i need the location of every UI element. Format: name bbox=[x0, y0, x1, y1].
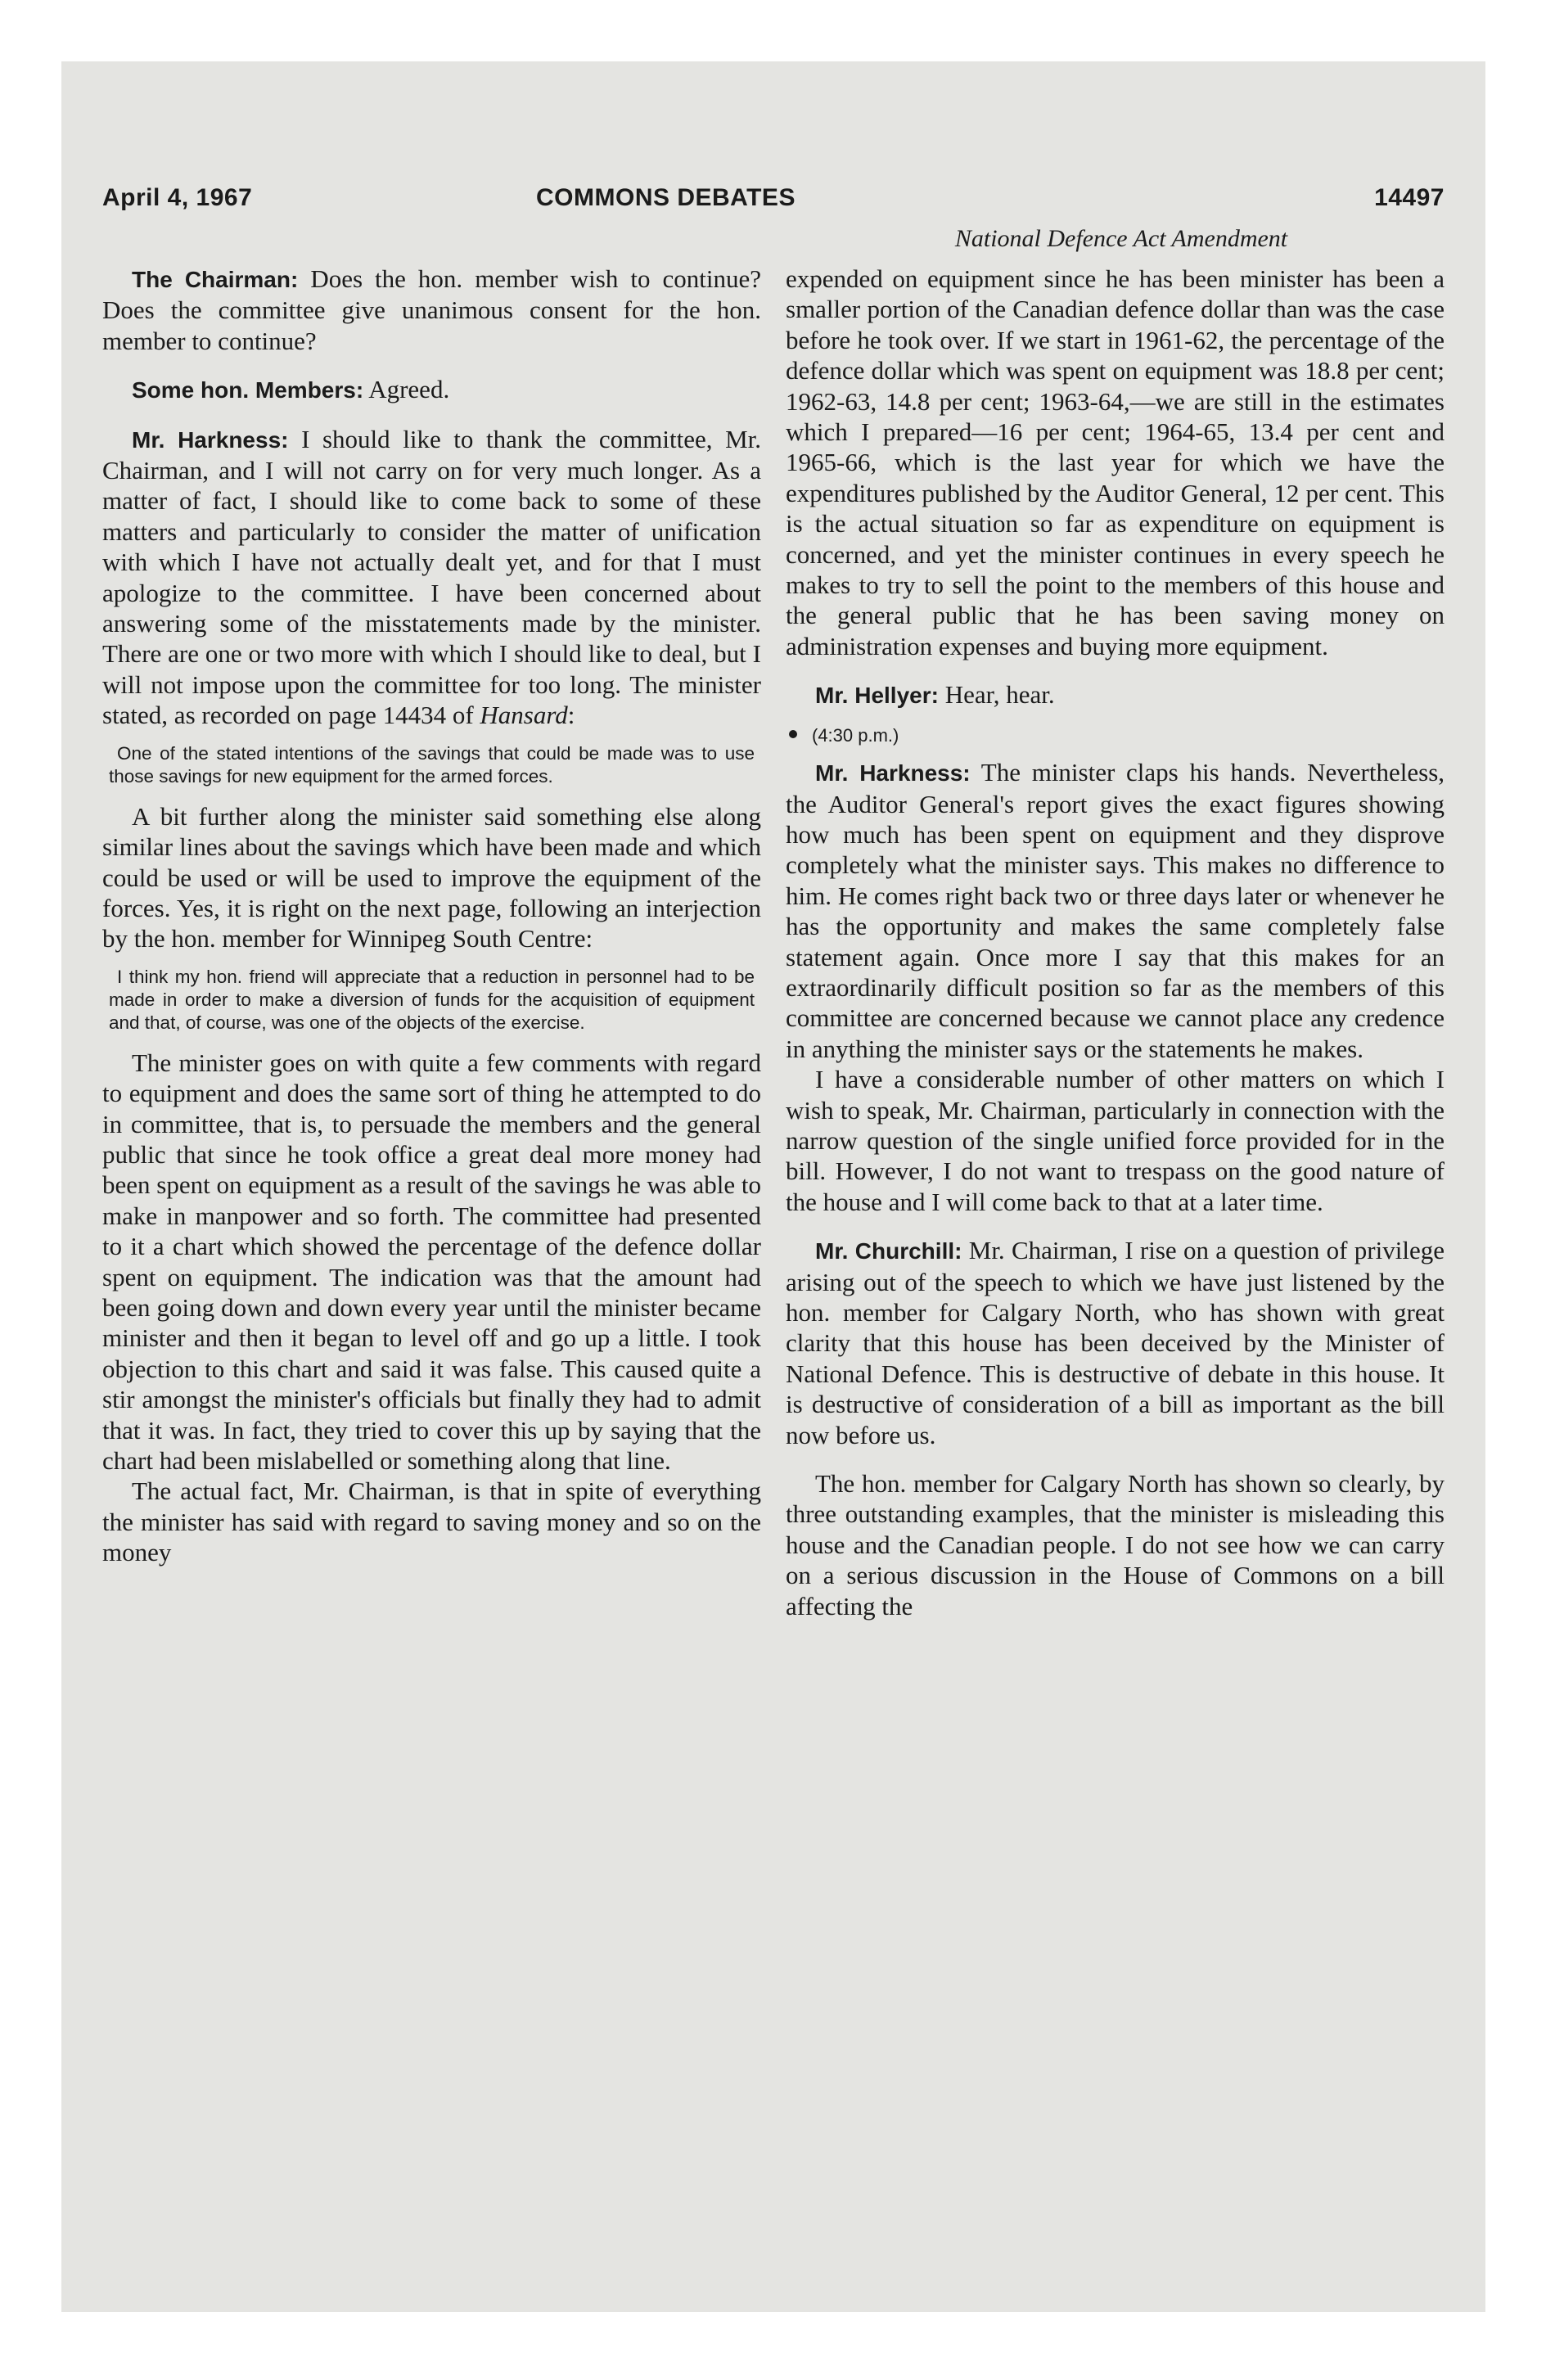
paragraph: expended on equipment since he has been minister has been a smaller portion of the Canadian defence dollar than was the case before he took over. If we start in 1961-62, the percentage of the defence dollar which was spent on equipment was 18.8 per cent; 1962-63, 14.8 per cent; 1963-64,—we are still in the estimates which I prepared—16 per cent; 1964-65, 13.4 per cent and 1965-66, which is the last year for which we have the expenditures published by the Auditor General, 12 per cent. This is the actual situation so far as expenditure on equipment is concerned, and yet the minister continues in every speech he makes to try to sell the point to the members of this house and the general public that he has been saving money on administration expenses and buying more equipment. bbox=[786, 264, 1445, 660]
paragraph bbox=[102, 424, 761, 731]
header-page-number: 14497 bbox=[1374, 184, 1445, 211]
paragraph bbox=[102, 374, 761, 405]
block-quote: One of the stated intentions of the savings that could be made was to use those savings for new equipment for the armed forces. bbox=[109, 742, 755, 787]
speaker-name: Some hon. Members: bbox=[132, 377, 364, 403]
speech-text: Agreed. bbox=[363, 375, 450, 404]
speech-text: Does the hon. member wish to continue? Does the committee give unanimous consent for the hon. member to continue? bbox=[102, 264, 761, 355]
bullet-icon bbox=[789, 730, 797, 738]
speaker-name: Mr. Churchill: bbox=[815, 1238, 962, 1264]
paragraph bbox=[786, 679, 1445, 710]
paragraph: The hon. member for Calgary North has shown so clearly, by three outstanding examples, that the minister is misleading this house and the Canadian people. I do not see how we can carry on a serious discussion in the House of Commons on a bill affecting the bbox=[786, 1469, 1445, 1620]
timestamp: (4:30 p.m.) bbox=[812, 724, 899, 746]
speech-text: Mr. Chairman, I rise on a question of privilege arising out of the speech to which we have just listened by the hon. member for Calgary North, who has shown with great clarity that this house has been deceived by the Minister of National Defence. This is destructive of debate in this house. It is destructive of consideration of a bill as important as the bill now before us. bbox=[786, 1236, 1445, 1449]
page-header bbox=[102, 184, 1445, 225]
paragraph: The minister goes on with quite a few comments with regard to equipment and does the same sort of thing he attempted to do in committee, that is, to persuade the members and the general public that since he took office a great deal more money had been spent on equipment as a result of the savings he was able to make in manpower and so forth. The committee had presented to it a chart which showed the percentage of the defence dollar spent on equipment. The indication was that the amount had been going down and down every year until the minister became minister and then it began to level off and go up a little. I took objection to this chart and said it was false. This caused quite a stir amongst the minister's officials but finally they had to admit that it was. In fact, they tried to cover this up by saying that the chart had been mislabelled or something along that line. bbox=[102, 1048, 761, 1475]
header-date: April 4, 1967 bbox=[102, 184, 253, 211]
left-column bbox=[102, 264, 761, 1568]
speech-text: The minister claps his hands. Nevertheless, the Auditor General's report gives the exact figures showing how much has been spent on equipment and they disprove completely what the minister says. This makes no difference to him. He comes right back two or three days later or whenever he has the opportunity and makes the same completely false statement again. Once more I say that this makes for an extraordinarily difficult position so far as the members of this committee are concerned because we cannot place any credence in anything the minister says or the statements he makes. bbox=[786, 758, 1445, 1063]
paragraph bbox=[786, 1235, 1445, 1450]
paragraph bbox=[102, 264, 761, 356]
speech-text: : bbox=[567, 701, 575, 730]
right-column bbox=[786, 264, 1445, 1621]
section-subtitle: National Defence Act Amendment bbox=[954, 225, 1288, 252]
block-quote: I think my hon. friend will appreciate that a reduction in personnel had to be made in order to make a diversion of funds for the acquisition of equipment and that, of course, was one of the objects of the exercise. bbox=[109, 966, 755, 1033]
speaker-name: Mr. Harkness: bbox=[815, 760, 971, 787]
speech-text: I should like to thank the committee, Mr. Chairman, and I will not carry on for very much longer. As a matter of fact, I should like to come back to some of these matters and particularly to consider the matter of unification with which I have not actually dealt yet, and for that I must apologize to the committee. I have been concerned about answering some of the misstatements made by the minister. There are one or two more with which I should like to deal, but I will not impose upon the committee for too long. The minister stated, as recorded on page 14434 of bbox=[102, 424, 761, 730]
document-page bbox=[61, 61, 1485, 2312]
speaker-name: Mr. Harkness: bbox=[132, 426, 289, 453]
publication-title: Hansard bbox=[480, 701, 568, 730]
speaker-name: Mr. Hellyer: bbox=[815, 683, 939, 709]
speaker-name: The Chairman: bbox=[132, 267, 299, 292]
header-publication: COMMONS DEBATES bbox=[536, 184, 796, 211]
paragraph: A bit further along the minister said something else along similar lines about the savings which have been made and which could be used or will be used to improve the equipment of the forces. Yes, it is right on the next page, following an interjection by the hon. member for Winnipeg South Centre: bbox=[102, 801, 761, 953]
speech-text: Hear, hear. bbox=[938, 680, 1055, 710]
paragraph: I have a considerable number of other matters on which I wish to speak, Mr. Chairman, particularly in connection with the narrow question of the single unified force provided for in the bill. However, I do not want to trespass on the good nature of the house and I will come back to that at a later time. bbox=[786, 1065, 1445, 1216]
paragraph bbox=[786, 757, 1445, 1064]
time-marker bbox=[786, 718, 1445, 751]
paragraph: The actual fact, Mr. Chairman, is that in spite of everything the minister has said with regard to saving money and so on the money bbox=[102, 1476, 761, 1567]
